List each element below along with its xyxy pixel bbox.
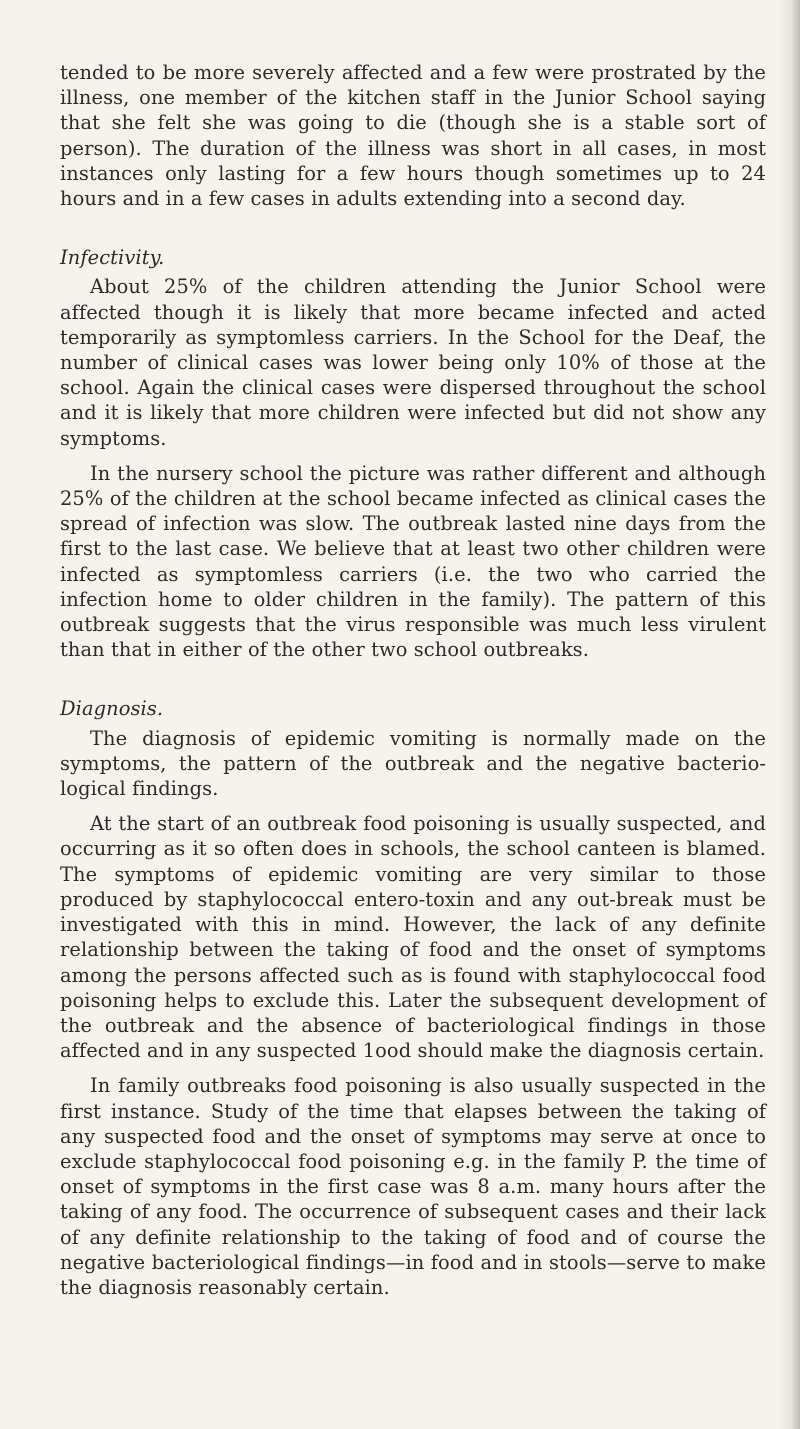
paragraph-diagnosis-symptoms: The diagnosis of epidemic vomiting is normally made on the symptoms, the pattern of the outbreak and the negative bacterio-logical findings. xyxy=(60,726,766,801)
paragraph-diagnosis-family-outbreaks: In family outbreaks food poisoning is also usually suspected in the first instance. Study of the time that elapses between the taking of any suspected food and the onset of symptoms may serve at once to exclude staphylococcal food poisoning e.g. in the family P. the time of onset of symptoms in the first case was 8 a.m. many hours after the taking of any food. The occurrence of subsequent cases and their lack of any definite relationship to the taking of food and of course the negative bacteriological findings—in food and in stools—serve to make the diagnosis reasonably certain. xyxy=(60,1074,766,1299)
heading-diagnosis: Diagnosis. xyxy=(60,697,164,721)
paragraph-infectivity-nursery-school: In the nursery school the picture was rather different and although 25% of the children at the school became infected as clinical cases the spread of infection was slow. The outbreak lasted nine days from the first to the last case. We believe that at least two other children were infected as symptomless carriers (i.e. the two who carried the infection home to older children in the family). The pattern of this outbreak suggests that the virus responsible was much less virulent than that in either of the other two school outbreaks. xyxy=(60,461,766,662)
page-edge-shadow xyxy=(778,0,800,1429)
paragraph-diagnosis-food-poisoning: At the start of an outbreak food poisoning is usually suspected, and occurring as it so often does in schools, the school canteen is blamed. The symptoms of epidemic vomiting are very similar to those produced by staphylococcal entero-toxin and any out-break must be investigated with this in mind. However, the lack of any definite relationship between the taking of food and the onset of symptoms among the persons affected such as is found with staphylococcal food poisoning helps to exclude this. Later the subsequent development of the outbreak and the absence of bacteriological findings in those affected and in any suspected 1ood should make the diagnosis certain. xyxy=(60,812,766,1063)
heading-infectivity: Infectivity. xyxy=(60,246,165,270)
paragraph-illness-duration: tended to be more severely affected and a few were prostrated by the illness, one member of the kitchen staff in the Junior School saying that she felt she was going to die (though she is a stable sort of person). The duration of the illness was short in all cases, in most instances only lasting for a few hours though sometimes up to 24 hours and in a few cases in adults extending into a second day. xyxy=(60,61,766,211)
paragraph-infectivity-junior-school: About 25% of the children attending the Junior School were affected though it is likely that more became infected and acted temporarily as symptomless carriers. In the School for the Deaf, the number of clinical cases was lower being only 10% of those at the school. Again the clinical cases were dispersed throughout the school and it is likely that more children were infected but did not show any symptoms. xyxy=(60,275,766,450)
document-body xyxy=(60,60,766,1300)
